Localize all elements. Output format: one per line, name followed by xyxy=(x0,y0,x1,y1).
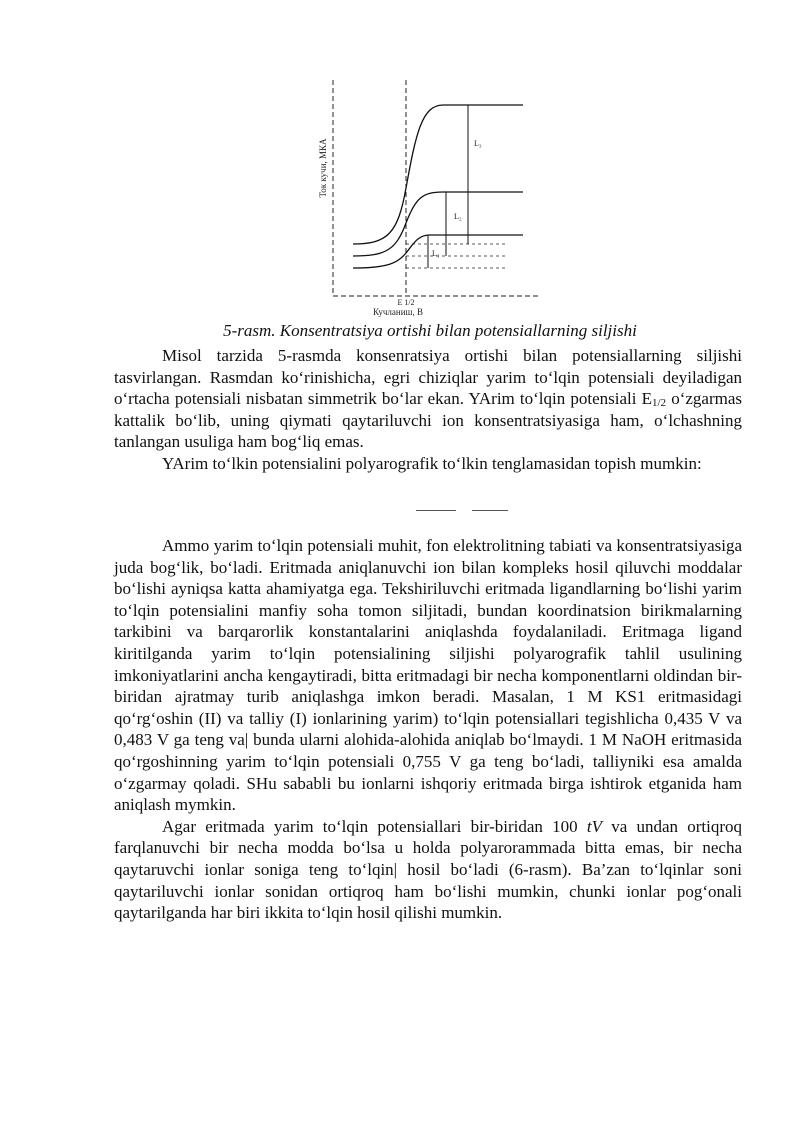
p4-text-b: va undan ortiqroq farqlanuvchi bir necha modda bo‘lsa u holda polyarorammada bitta emas, bir necha qaytaruvchi ionlar soniga teng to‘lqin| hosil bo‘ladi (6-rasm). Ba’zan to‘lqinlar soni qaytariluvchi ionlar sonidan ortiqroq ham bo‘lishi mumkin, chunki ionlar pog‘onali qaytarilganda har biri ikkita to‘lqin hosil qilishi mumkin. xyxy=(114,816,743,923)
p1-text-a: Misol tarzida 5-rasmda konsenratsiya ortishi bilan potensiallarning siljishi tasvirlangan. Rasmdan ko‘rinishicha, egri chiziqlar yarim to‘lqin potensiali deyiladigan o‘rtacha potensiali nisbatan simmetrik bo‘lar ekan. YArim to‘lqin potensiali E xyxy=(114,346,742,409)
curve-l2 xyxy=(353,192,523,256)
p1-text-b: o‘zgarmas kattalik bo‘lib, uning qiymati qaytariluvchi ion konsentratsiyasiga ham, o‘lchashning tanlangan usuliga ham bog‘liq emas. xyxy=(114,389,742,452)
curve-l3 xyxy=(353,105,523,244)
p4-text-a: Agar eritmada yarim to‘lqin potensiallari bir-biridan 100 xyxy=(162,816,587,836)
p4-italic: tV xyxy=(586,816,602,836)
fraction-bar-1 xyxy=(416,510,456,511)
x-axis-label: Кучланиш, В xyxy=(373,307,423,317)
p2-text: YArim to‘lkin potensialini polyarografik to‘lkin tenglamasidan topish mumkin: xyxy=(162,454,702,473)
p3-text: Ammo yarim to‘lqin potensiali muhit, fon elektrolitning tabiati va konsentratsiyasiga juda bog‘lik, bo‘ladi. Eritmada aniqlanuvchi ion bilan kompleks hosil qiluvchi moddalar bo‘lishi ayniqsa katta ahamiyatga ega. Tekshiriluvchi eritmada ligandlarning bo‘lishi yarim to‘lqin potensialini manfiy soha tomon siljitadi, bundan koordinatsion birikmalarning tarkibini va barqarorlik konstantalarini aniqlashda foydalaniladi. Eritmaga ligand kiritilganda yarim to‘lqin potensialining siljishi polyarografik tahlil usulining imkoniyatlarini ancha kengaytiradi, bitta eritmadagi bir necha komponentlarni oldindan bir-biridan ajratmay turib aniqlashga imkon beradi. Masalan, 1 M KS1 eritmasidagi qo‘rg‘oshin (II) va talliy (I) ionlarining yarim) to‘lqin potensiallari tegishlicha 0,435 V va 0,483 V ga teng va| bunda ularni alohida-alohida aniqlab bo‘lmaydi. 1 M NaOH eritmasida qo‘rgoshinning yarim to‘lqin potensiali 0,755 V ga teng bo‘ladi, talliyniki esa amalda o‘zgarmay qoladi. SHu sababli bu ionlarni ishqoriy eritmada birga ishtirok etganida ham aniqlash mymkin. xyxy=(114,536,742,815)
paragraph-3-4 xyxy=(114,535,742,924)
formula-placeholder xyxy=(416,500,516,516)
y-axis-label: Ток кучи, МКА xyxy=(318,138,328,198)
label-l3: L₃ xyxy=(474,139,482,148)
label-l1: L₁ xyxy=(432,249,440,258)
polarogram-svg xyxy=(318,78,550,320)
polarogram-figure xyxy=(318,78,550,320)
paragraph-1 xyxy=(114,345,742,453)
figure-caption: 5-rasm. Konsentratsiya ortishi bilan potensiallarning siljishi xyxy=(223,321,637,340)
label-l2: L₂ xyxy=(454,212,462,221)
e-half-label: E 1/2 xyxy=(397,298,415,307)
p1-subscript: 1/2 xyxy=(652,397,667,410)
paragraph-2 xyxy=(114,453,742,475)
fraction-bar-2 xyxy=(472,510,508,511)
